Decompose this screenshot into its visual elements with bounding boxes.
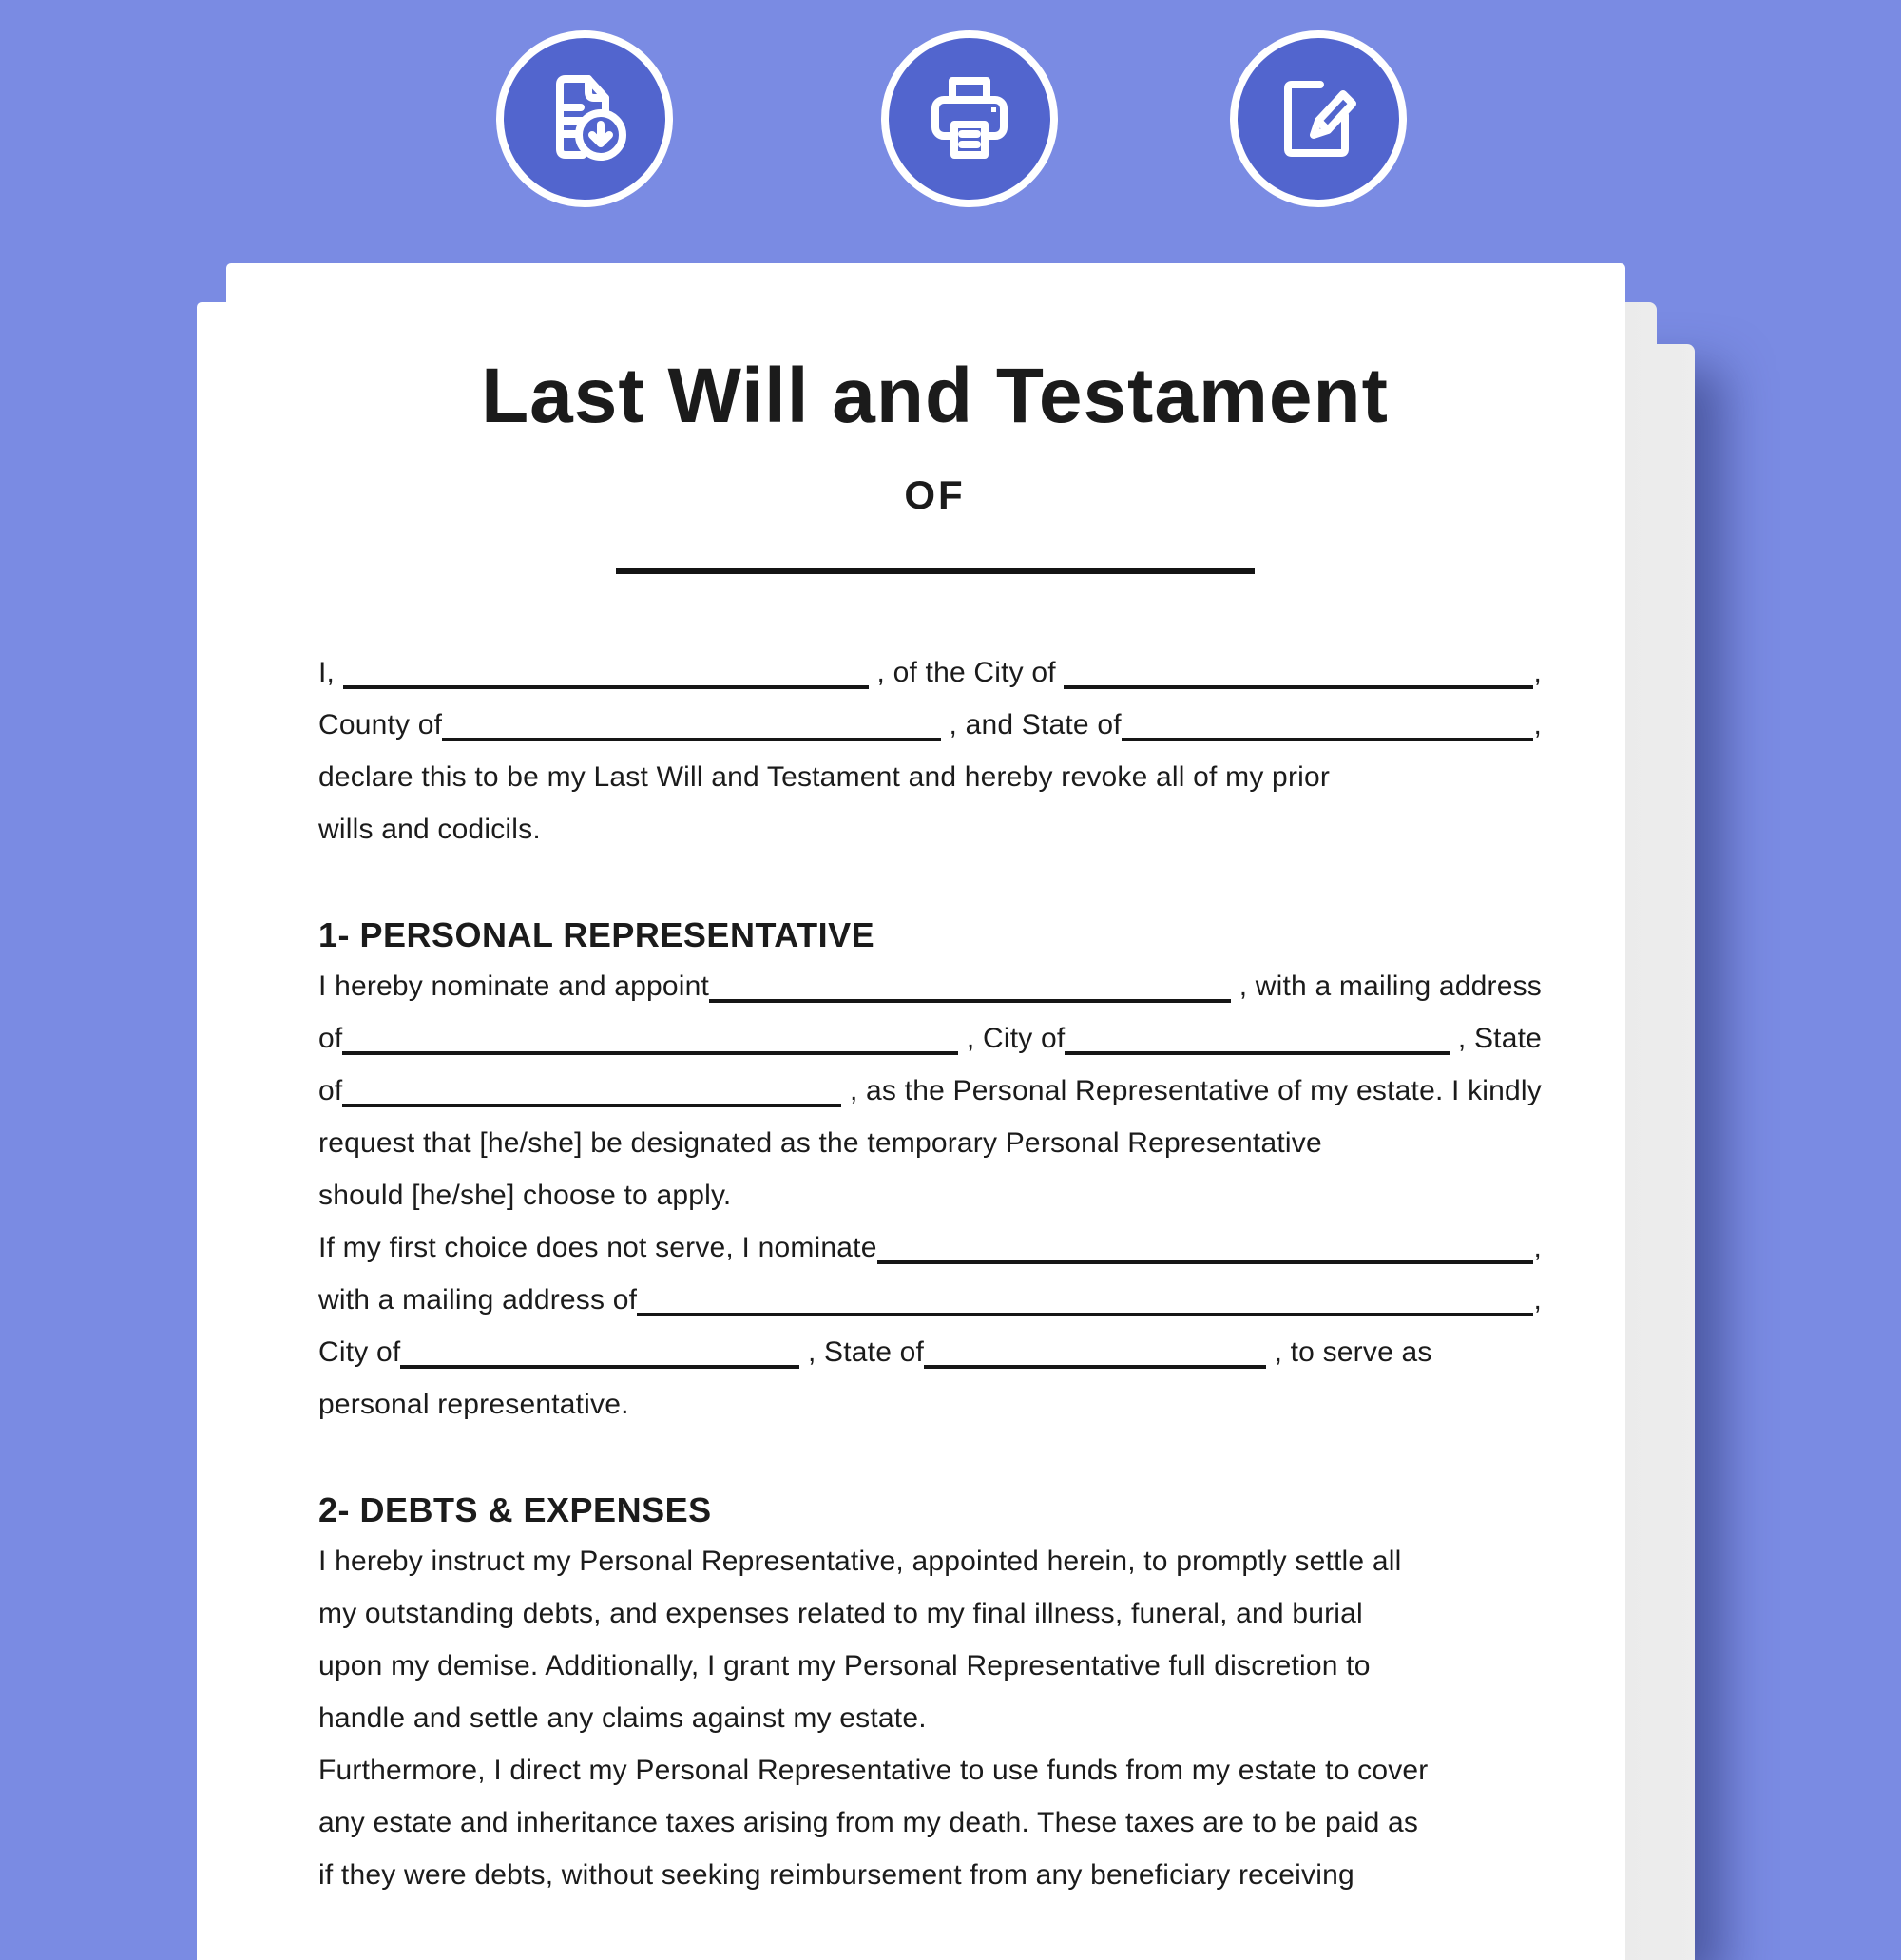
blank-field bbox=[637, 1313, 1533, 1316]
line-gap bbox=[318, 1431, 1542, 1483]
text-line bbox=[318, 1326, 1542, 1378]
text-line bbox=[318, 1378, 1542, 1431]
text-segment: I hereby instruct my Personal Representative, appointed herein, to promptly settle all bbox=[318, 1546, 1402, 1577]
text-segment: with a mailing address of bbox=[318, 1284, 638, 1316]
text-segment: , to serve as bbox=[1266, 1336, 1432, 1368]
text-line bbox=[318, 1169, 1542, 1221]
edit-icon bbox=[1261, 62, 1375, 176]
text-segment: any estate and inheritance taxes arising from my death. These taxes are to be paid as bbox=[318, 1807, 1419, 1838]
blank-field bbox=[342, 1051, 958, 1055]
text-line bbox=[318, 1744, 1542, 1797]
text-line bbox=[318, 1221, 1542, 1274]
text-segment: I, bbox=[318, 657, 343, 688]
text-line bbox=[318, 1640, 1542, 1692]
line-gap bbox=[318, 855, 1542, 908]
blank-field bbox=[442, 738, 941, 741]
text-segment: of bbox=[318, 1075, 343, 1106]
text-segment: should [he/she] choose to apply. bbox=[318, 1180, 732, 1211]
text-segment: City of bbox=[318, 1336, 401, 1368]
printer-icon bbox=[912, 62, 1027, 176]
text-line bbox=[318, 1535, 1542, 1587]
blank-field bbox=[343, 685, 869, 689]
text-line bbox=[318, 1012, 1542, 1065]
text-segment: wills and codicils. bbox=[318, 814, 541, 845]
text-line bbox=[318, 699, 1542, 751]
print-button[interactable] bbox=[881, 30, 1058, 207]
download-document-button[interactable] bbox=[496, 30, 673, 207]
text-segment: , of the City of bbox=[869, 657, 1065, 688]
text-line bbox=[318, 1849, 1542, 1901]
blank-field bbox=[1064, 685, 1533, 689]
blank-field bbox=[1122, 738, 1534, 741]
text-line bbox=[318, 1117, 1542, 1169]
text-line bbox=[318, 1797, 1542, 1849]
document-subtitle: OF bbox=[904, 472, 966, 517]
text-segment: my outstanding debts, and expenses related to my final illness, funeral, and burial bbox=[318, 1598, 1363, 1629]
text-line bbox=[318, 1274, 1542, 1326]
text-segment: , State of bbox=[799, 1336, 925, 1368]
text-segment: if they were debts, without seeking reimbursement from any beneficiary receiving bbox=[318, 1859, 1354, 1891]
text-segment: of bbox=[318, 1023, 343, 1054]
text-segment: , bbox=[1533, 1232, 1542, 1263]
text-segment: County of bbox=[318, 709, 443, 740]
blank-field bbox=[924, 1365, 1266, 1369]
text-line bbox=[318, 751, 1542, 803]
section-heading: 1- PERSONAL REPRESENTATIVE bbox=[318, 915, 875, 954]
text-segment: , as the Personal Representative of my estate. I kindly bbox=[841, 1075, 1542, 1106]
text-segment: , bbox=[1533, 657, 1542, 688]
text-line bbox=[318, 646, 1542, 699]
text-segment: request that [he/she] be designated as the temporary Personal Representative bbox=[318, 1127, 1322, 1159]
blank-field bbox=[1065, 1051, 1450, 1055]
document-title: Last Will and Testament bbox=[481, 353, 1389, 439]
text-line bbox=[318, 803, 1542, 855]
edit-button[interactable] bbox=[1230, 30, 1407, 207]
text-segment: , City of bbox=[958, 1023, 1066, 1054]
text-segment: If my first choice does not serve, I nominate bbox=[318, 1232, 877, 1263]
text-segment: I hereby nominate and appoint bbox=[318, 970, 710, 1002]
text-segment: , bbox=[1533, 1284, 1542, 1316]
text-line bbox=[318, 960, 1542, 1012]
text-segment: personal representative. bbox=[318, 1389, 629, 1420]
text-line bbox=[318, 1692, 1542, 1744]
text-segment: , bbox=[1533, 709, 1542, 740]
text-line bbox=[318, 1065, 1542, 1117]
text-segment: , State bbox=[1450, 1023, 1542, 1054]
document-body bbox=[318, 646, 1542, 1901]
text-segment: Furthermore, I direct my Personal Representative to use funds from my estate to cover bbox=[318, 1755, 1429, 1786]
section-heading: 2- DEBTS & EXPENSES bbox=[318, 1490, 712, 1529]
document-download-icon bbox=[528, 62, 642, 176]
blank-field bbox=[342, 1104, 841, 1107]
blank-field bbox=[877, 1260, 1534, 1264]
text-segment: handle and settle any claims against my estate. bbox=[318, 1702, 927, 1734]
blank-field bbox=[709, 999, 1231, 1003]
blank-field bbox=[400, 1365, 799, 1369]
text-line bbox=[318, 1587, 1542, 1640]
text-segment: declare this to be my Last Will and Testament and hereby revoke all of my prior bbox=[318, 761, 1331, 793]
text-segment: upon my demise. Additionally, I grant my Personal Representative full discretion to bbox=[318, 1650, 1371, 1681]
text-segment: , with a mailing address bbox=[1231, 970, 1542, 1002]
name-blank-line bbox=[616, 568, 1255, 574]
will-document bbox=[197, 302, 1625, 1901]
text-segment: , and State of bbox=[940, 709, 1122, 740]
